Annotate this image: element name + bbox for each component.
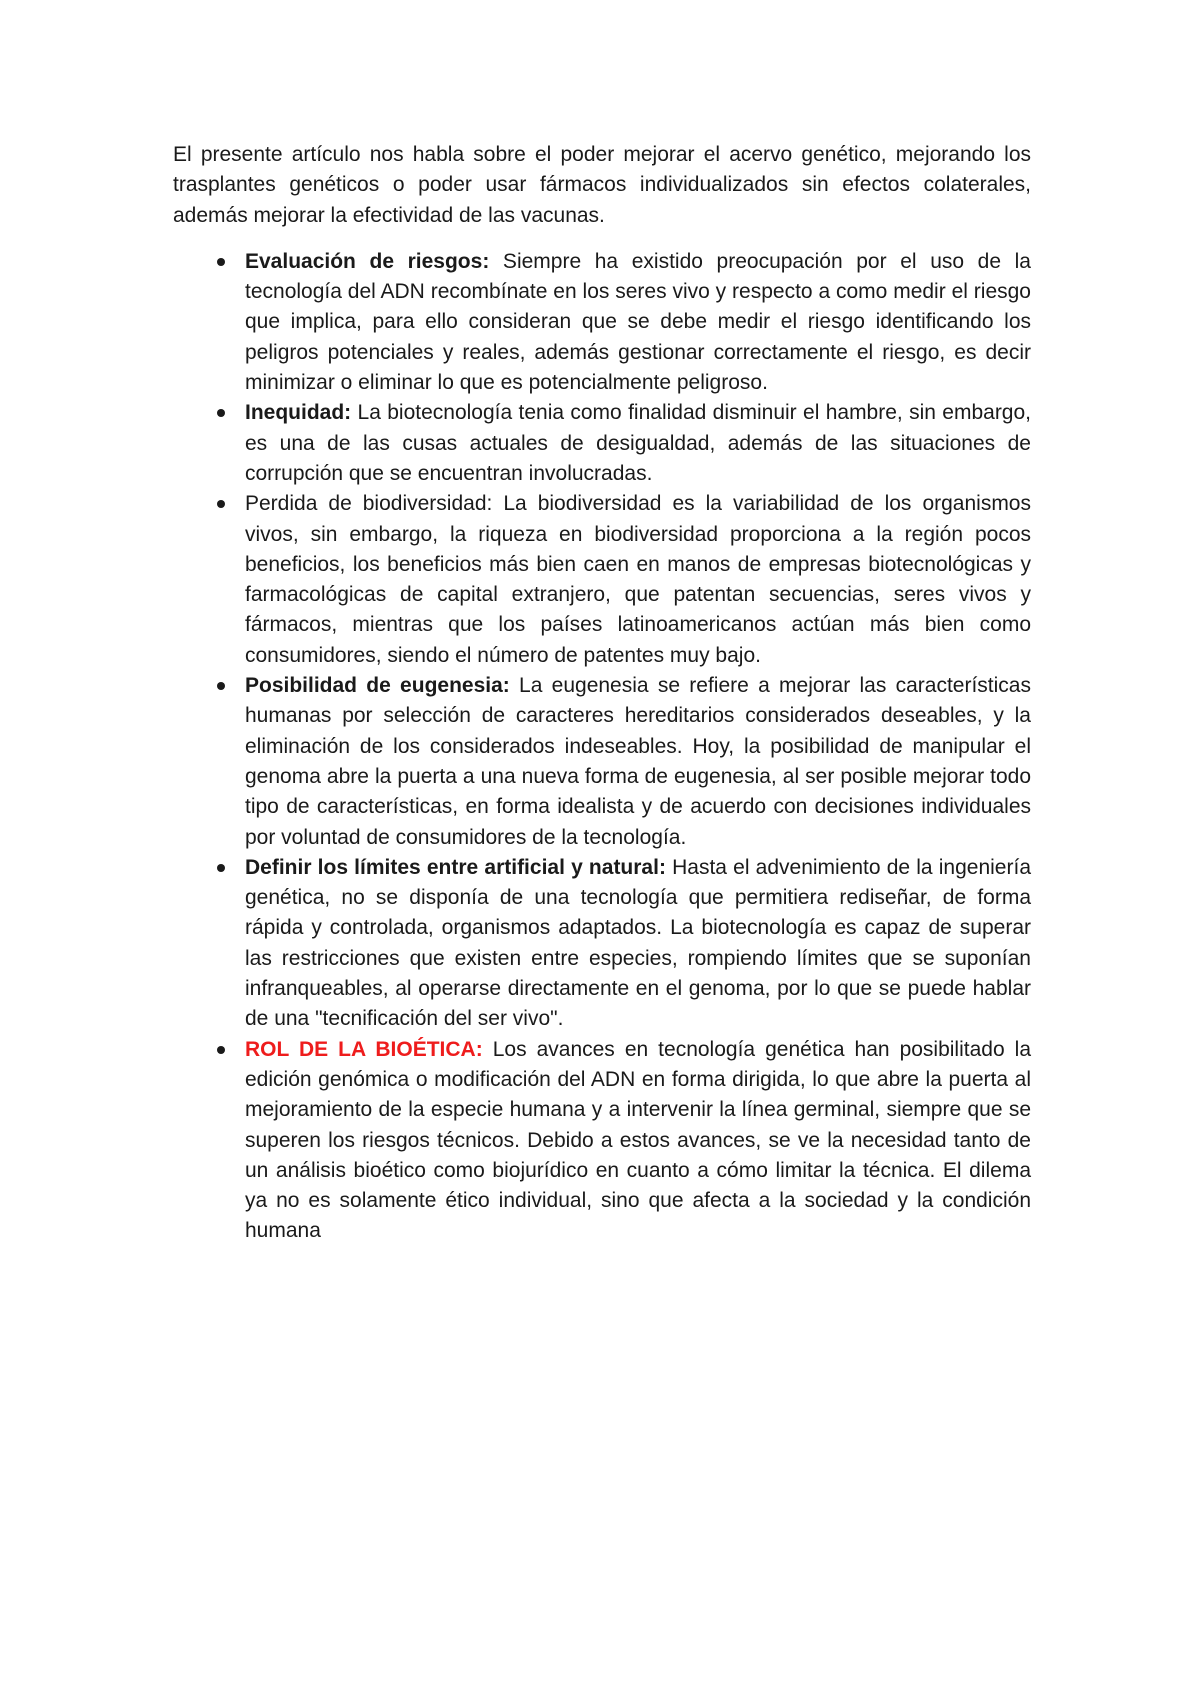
bullet-icon — [217, 864, 225, 872]
bullet-icon — [217, 682, 225, 690]
bullet-icon — [217, 258, 225, 266]
list-item-eugenics — [173, 671, 1031, 853]
list-item-risk-evaluation — [173, 247, 1031, 398]
list-item-limits — [173, 853, 1031, 1035]
item-term: Inequidad: — [245, 401, 352, 425]
item-term: Posibilidad de eugenesia: — [245, 674, 510, 698]
bullet-icon — [217, 409, 225, 417]
item-term: Evaluación de riesgos: — [245, 249, 490, 273]
item-text: Siempre ha existido preocupación por el uso de la tecnología del ADN recombínate en los seres vivo y respecto a como medir el riesgo que implica, para ello consideran que se debe medir el riesgo identificando los peligros potenciales y reales, además gestionar correctamente el riesgo, es decir minimizar o eliminar lo que es potencialmente peligroso. — [245, 249, 1031, 395]
item-term-highlight: ROL DE LA BIOÉTICA: — [245, 1037, 483, 1061]
bullet-list — [173, 247, 1031, 1247]
list-item-inequity — [173, 398, 1031, 489]
document-body — [173, 140, 1031, 1247]
list-item-bioethics-role — [173, 1035, 1031, 1247]
item-text: Perdida de biodiversidad: La biodiversidad es la variabilidad de los organismos vivos, sin embargo, la riqueza en biodiversidad proporciona a la región pocos beneficios, los beneficios más bien caen en manos de empresas biotecnológicas y farmacológicas de capital extranjero, que patentan secuencias, seres vivos y fármacos, mientras que los países latinoamericanos actúan más bien como consumidores, siendo el número de patentes muy bajo. — [245, 492, 1031, 667]
item-text: Los avances en tecnología genética han posibilitado la edición genómica o modificación del ADN en forma dirigida, lo que abre la puerta al mejoramiento de la especie humana y a intervenir la línea germinal, siempre que se superen los riesgos técnicos. Debido a estos avances, se ve la necesidad tanto de un análisis bioético como biojurídico en cuanto a cómo limitar la técnica. El dilema ya no es solamente ético individual, sino que afecta a la sociedad y la condición humana — [245, 1037, 1031, 1243]
intro-paragraph: El presente artículo nos habla sobre el poder mejorar el acervo genético, mejorando los trasplantes genéticos o poder usar fármacos individualizados sin efectos colaterales, además mejorar la efectividad de las vacunas. — [173, 143, 1031, 227]
item-term: Definir los límites entre artificial y natural: — [245, 855, 666, 879]
item-text: Hasta el advenimiento de la ingeniería genética, no se disponía de una tecnología que permitiera rediseñar, de forma rápida y controlada, organismos adaptados. La biotecnología es capaz de superar las restricciones que existen entre especies, rompiendo límites que se suponían infranqueables, al operarse directamente en el genoma, por lo que se puede hablar de una "tecnificación del ser vivo". — [245, 855, 1031, 1031]
list-item-biodiversity-loss — [173, 489, 1031, 671]
item-text: La eugenesia se refiere a mejorar las características humanas por selección de caracteres hereditarios considerados deseables, y la eliminación de los considerados indeseables. Hoy, la posibilidad de manipular el genoma abre la puerta a una nueva forma de eugenesia, al ser posible mejorar todo tipo de características, en forma idealista y de acuerdo con decisiones individuales por voluntad de consumidores de la tecnología. — [245, 674, 1031, 849]
bullet-icon — [217, 500, 225, 508]
item-text: La biotecnología tenia como finalidad disminuir el hambre, sin embargo, es una de las cusas actuales de desigualdad, además de las situaciones de corrupción que se encuentran involucradas. — [245, 401, 1031, 485]
bullet-icon — [217, 1046, 225, 1054]
